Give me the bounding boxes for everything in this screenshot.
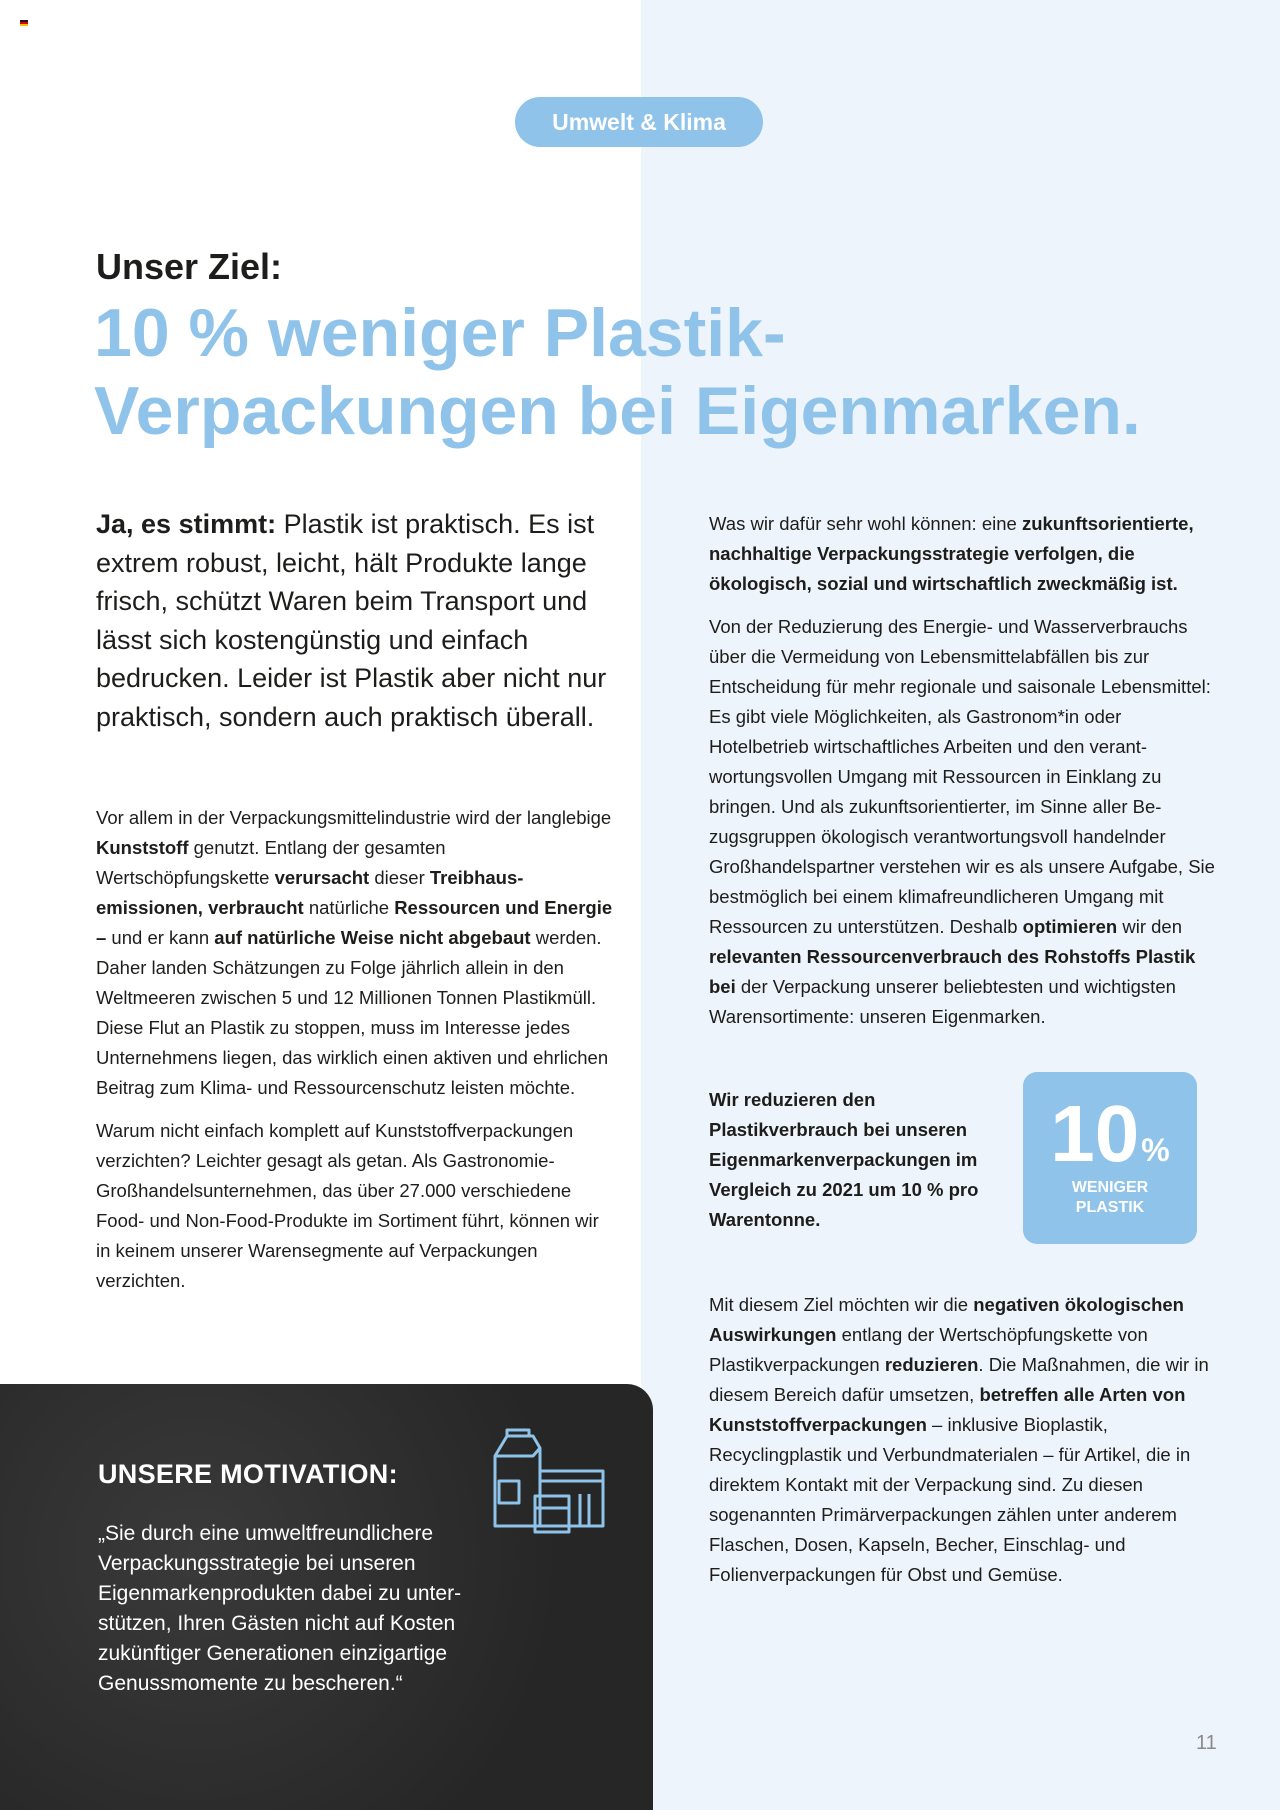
- left-paragraph-2: Warum nicht einfach komplett auf Kunststoffverpackungen verzichten? Leichter gesagt als getan. Als Gastronomie-Großhandelsunternehmen, das über 27.000 verschiedene Food- und Non-Food-Produkte im Sortiment führt, können wir in keinem unserer Warensegmente auf Verpackungen verzichten.: [96, 1120, 599, 1291]
- headline-line-2: Verpackungen bei Eigenmarken.: [94, 373, 1141, 449]
- right-paragraph-2: Von der Reduzierung des Energie- und Wasserverbrauchs über die Vermeidung von Lebensmittelabfällen bis zur Entscheidung für mehr regionale und saisonale Lebensmittel: Es gibt viele Möglichkeiten, als Gastronom*in oder Hotelbetrieb wirtschaftliches Arbeiten und den verantwortungsvollen Umgang mit Ressourcen in Einklang zu bringen. Und als zukunftsorientierter, im Sinne aller Bezugsgruppen ökologisch verantwortungsvoll handelnder Großhandelspartner verstehen wir es als unsere Aufgabe, Sie bestmöglich bei einem klimafreundlicheren Umgang mit Ressourcen zu unterstützen. Deshalb optimieren wir den relevanten Ressourcenverbrauch des Rohstoffs Plastik bei der Verpackung unserer beliebtesten und wichtigsten Warensortimente: unseren Eigenmarken.: [709, 616, 1215, 1027]
- goal-statement: Wir reduzieren den Plastikverbrauch bei unseren Eigenmarkenverpackungen im Vergleich zu 2021 um 10 % pro Warentonne.: [709, 1089, 979, 1230]
- lead-paragraph: [96, 505, 636, 736]
- lead-text: Plastik ist praktisch. Es ist extrem robust, leicht, hält Produkte lange frisch, schützt Waren beim Transport und lässt sich kostengünstig und einfach bedrucken. Leider ist Plastik aber nicht nur praktisch, sondern auch praktisch überall.: [96, 509, 607, 732]
- right-paragraph-1: Was wir dafür sehr wohl können: eine zukunftsorientierte, nachhaltige Verpackungsstrategie verfolgen, die ökologisch, sozial und wirtschaftlich zweckmäßig ist.: [709, 513, 1194, 594]
- category-badge: Umwelt & Klima: [515, 97, 763, 147]
- packaging-icon: [485, 1426, 605, 1536]
- right-column: [709, 509, 1219, 1045]
- motivation-quote: „Sie durch eine umweltfreundlichere Verpackungsstrategie bei unseren Eigenmarkenprodukten dabei zu unterstützen, Ihren Gästen nicht auf Kosten zukünftiger Generationen einzigartige Genussmomente zu bescheren.“: [98, 1522, 462, 1695]
- page-headline: [94, 294, 1214, 450]
- measures-paragraph: Mit diesem Ziel möchten wir die negativen ökologischen Auswirkungen entlang der Wertschöpfungskette von Plastikverpackungen reduzieren. Die Maßnahmen, die wir in diesem Bereich dafür umsetzen, betreffen alle Arten von Kunststoffverpackungen – inklusive Bioplastik, Recyclingplastik und Verbundmaterialen – für Artikel, die in direktem Kontakt mit der Verpackung sind. Zu diesen sogenannten Primärverpackungen zählen unter anderem Flaschen, Dosen, Kapseln, Becher, Einschlag- und Folienverpackungen für Obst und Gemüse.: [709, 1294, 1209, 1585]
- headline-line-1: 10 % weniger Plastik-: [94, 295, 786, 371]
- measures-column: [709, 1290, 1219, 1603]
- language-flag-icon[interactable]: [20, 20, 28, 26]
- page-kicker: Unser Ziel:: [96, 246, 283, 287]
- stat-badge: [1023, 1072, 1197, 1244]
- left-column: [96, 803, 616, 1309]
- left-paragraph-1: Vor allem in der Verpackungsmittelindustrie wird der langlebige Kunststoff genutzt. Entlang der gesamten Wertschöpfungskette verursacht dieser Treibhausemissionen, verbraucht natürliche Ressourcen und Energie – und er kann auf natürliche Weise nicht abgebaut werden. Daher landen Schätzungen zu Folge jährlich allein in den Weltmeeren zwischen 5 und 12 Millionen Tonnen Plastikmüll. Diese Flut an Plastik zu stoppen, muss im Interesse jedes Unternehmens liegen, das wirklich einen aktiven und ehrlichen Beitrag zum Klima- und Ressourcenschutz leisten möchte.: [96, 807, 613, 1098]
- page-number: 11: [1196, 1732, 1217, 1754]
- stat-label: WENIGER PLASTIK: [1071, 1179, 1149, 1216]
- stat-number: 10%: [1050, 1089, 1170, 1178]
- lead-bold: Ja, es stimmt:: [96, 509, 277, 539]
- motivation-title: UNSERE MOTIVATION:: [98, 1459, 398, 1489]
- motivation-panel: [0, 1384, 653, 1810]
